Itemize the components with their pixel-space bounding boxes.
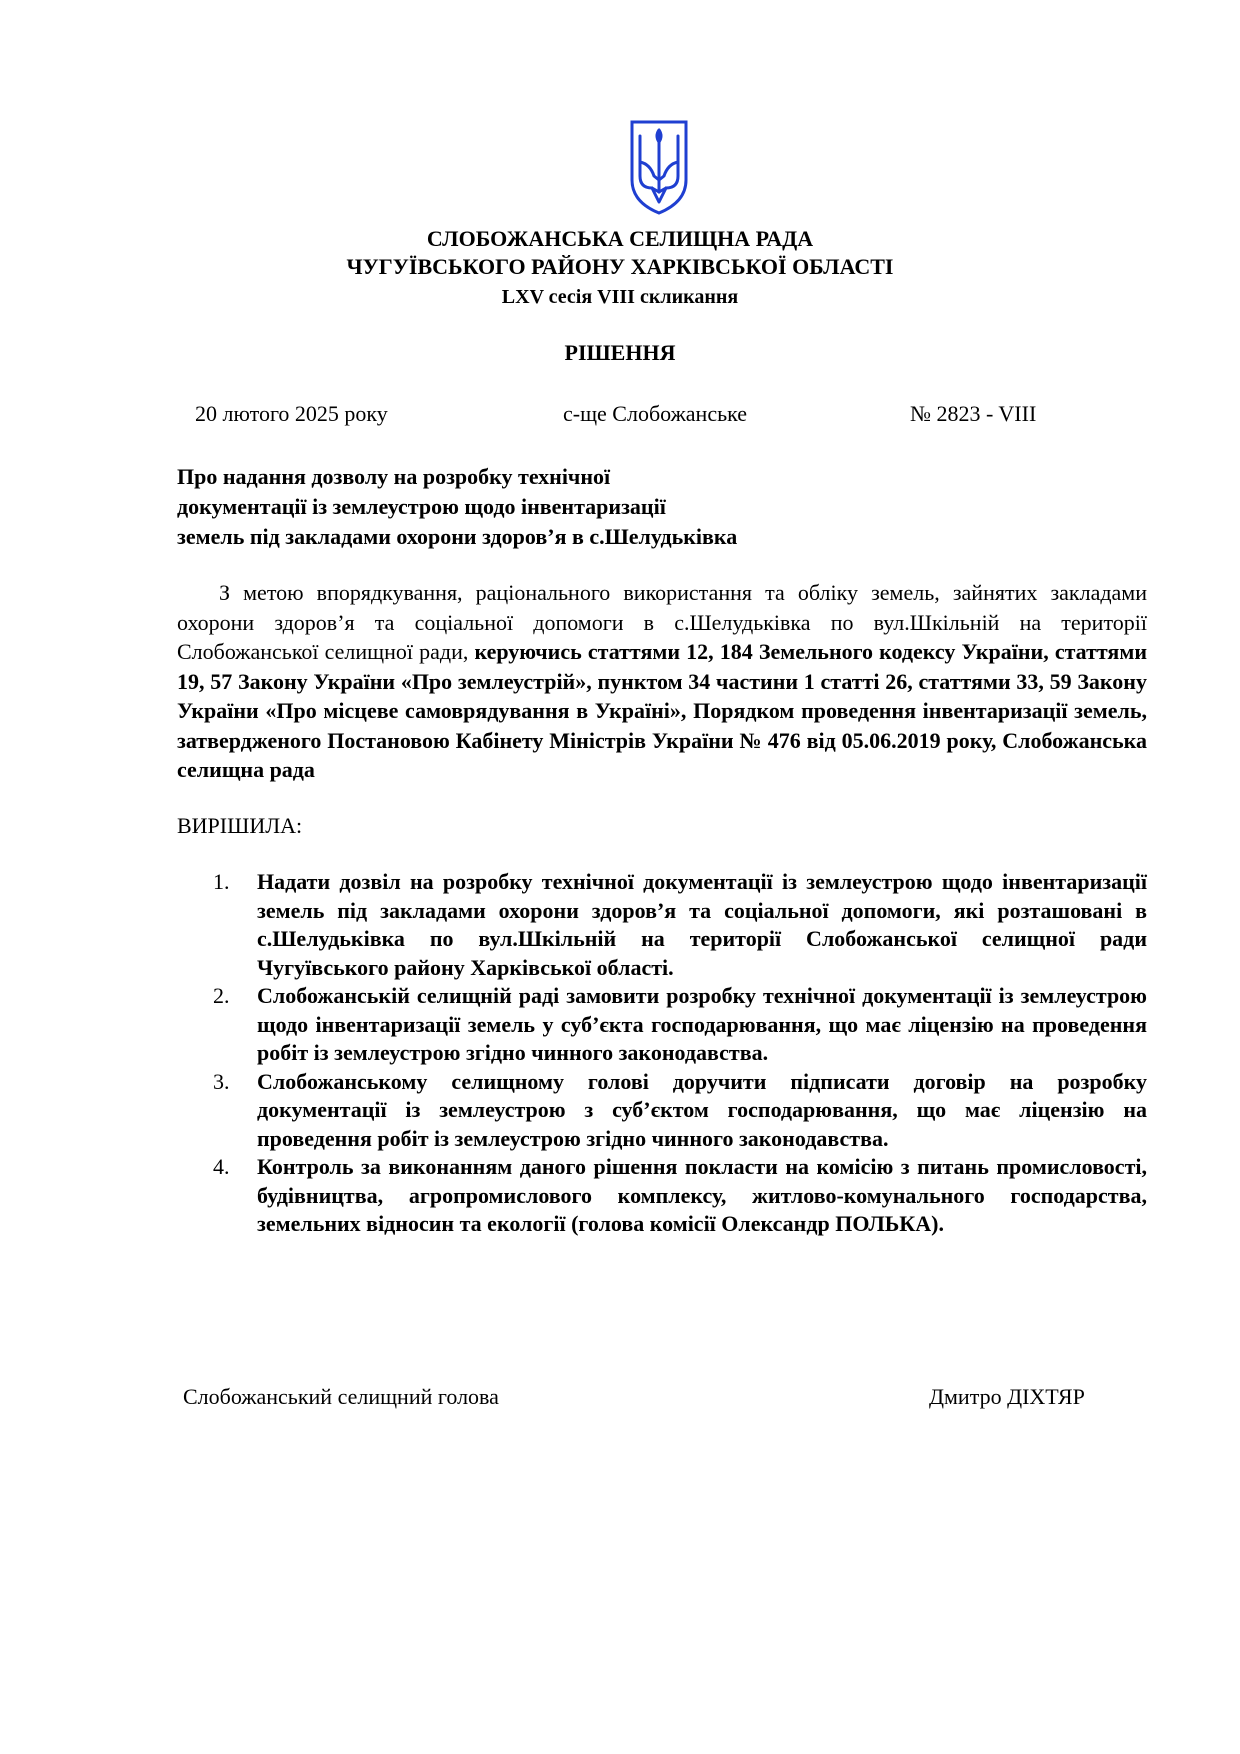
decided-label: ВИРІШИЛА:	[177, 813, 303, 838]
item-number: 1.	[213, 869, 230, 894]
item-text: Надати дозвіл на розробку технічної документації із землеустрою щодо інвентаризації земель під закладами охорони здоров’я та соціальної допомоги, які розташовані в с.Шелудьківка по вул.Шкільній на території Слобожанської селищної ради Чугуївського району Харківської області.	[257, 869, 1147, 980]
decision-subject	[177, 462, 737, 552]
trident-coat-of-arms-icon	[628, 118, 690, 216]
item-number: 4.	[213, 1154, 230, 1179]
subject-line: документації із землеустрою щодо інвентаризації	[177, 494, 666, 519]
session-label: LXV сесія VIII скликання	[501, 286, 739, 308]
document-type-title: РІШЕННЯ	[564, 340, 676, 365]
item-text: Слобожанському селищному голові доручити підписати договір на розробку документації із землеустрою з суб’єктом господарювання, що має ліцензію на проведення робіт із землеустрою згідно чинного законодавства.	[257, 1068, 1147, 1151]
item-text: Контроль за виконанням даного рішення покласти на комісію з питань промисловості, будівництва, агропромислового комплексу, житлово-комунального господарства, земельних відносин та екології (голова комісії Олександр ПОЛЬКА).	[257, 1154, 1147, 1236]
subject-line: Про надання дозволу на розробку технічної	[177, 464, 611, 489]
decision-date: 20 лютого 2025 року	[195, 401, 388, 426]
signatory-name: Дмитро ДІХТЯР	[929, 1384, 1085, 1409]
signatory-title: Слобожанський селищний голова	[183, 1384, 499, 1409]
item-number: 3.	[213, 1068, 230, 1094]
decision-item	[210, 1153, 1147, 1239]
decision-number: № 2823 - VIII	[910, 401, 1037, 426]
decision-items-list	[210, 868, 1147, 1239]
preamble-text: З метою впорядкування, раціонального використання та обліку земель, зайнятих закладами охорони здоров’я та соціальної допомоги в с.Шелудьківка по вул.Шкільній на території Слобожанської селищної ради,	[177, 580, 1147, 664]
preamble-legal-basis: керуючись статтями 12, 184 Земельного кодексу України, статтями 19, 57 Закону України «Про землеустрій», пунктом 34 частини 1 статті 26, статтями 33, 59 Закону України «Про місцеве самоврядування в Україні», Порядком проведення інвентаризації земель, затвердженого Постановою Кабінету Міністрів України № 476 від 05.06.2019 року, Слобожанська селищна рада	[177, 639, 1148, 782]
subject-line: земель під закладами охорони здоров’я в с.Шелудьківка	[177, 524, 738, 549]
item-text: Слобожанській селищній раді замовити розробку технічної документації із землеустрою щодо інвентаризації земель у суб’єкта господарювання, що має ліцензію на проведення робіт із землеустрою згідно чинного законодавства.	[257, 983, 1147, 1065]
decision-item	[210, 1068, 1147, 1154]
item-number: 2.	[213, 983, 230, 1008]
preamble-paragraph	[177, 578, 1147, 785]
decision-item	[210, 868, 1147, 982]
decision-place: с-ще Слобожанське	[563, 401, 748, 426]
council-name: СЛОБОЖАНСЬКА СЕЛИЩНА РАДА	[426, 226, 814, 251]
decision-item	[210, 982, 1147, 1068]
district-region-name: ЧУГУЇВСЬКОГО РАЙОНУ ХАРКІВСЬКОЇ ОБЛАСТІ	[346, 254, 894, 279]
